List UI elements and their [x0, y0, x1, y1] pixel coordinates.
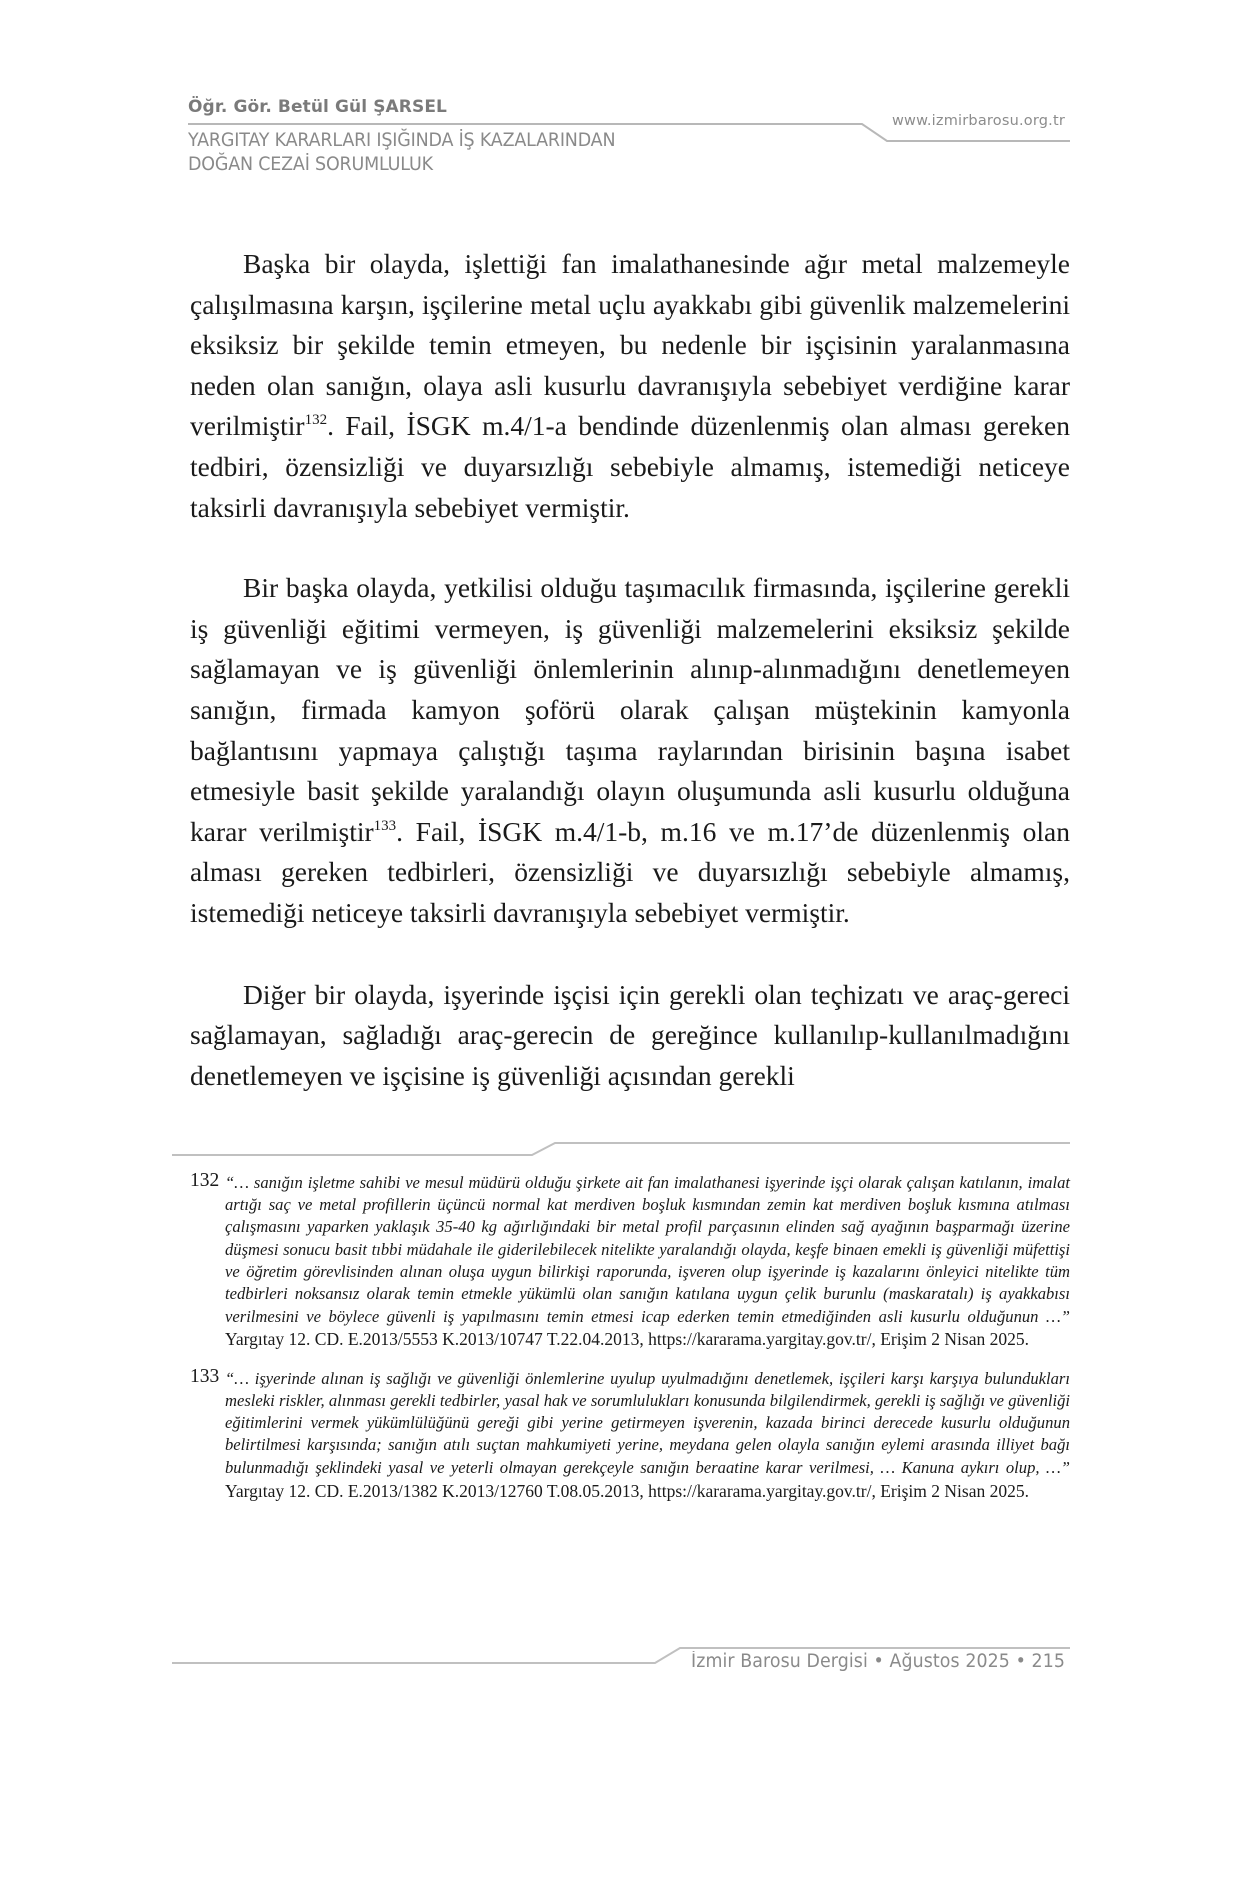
body-paragraph-1 [190, 244, 1070, 528]
header-title-line-1: YARGITAY KARARLARI IŞIĞINDA İŞ KAZALARINDAN [188, 129, 616, 151]
footnote-ref-133[interactable]: 133 [373, 817, 397, 834]
footer-issue-date: Ağustos 2025 [889, 1651, 1010, 1672]
header-author: Öğr. Gör. Betül Gül ŞARSEL [188, 97, 447, 117]
body-paragraph-2 [190, 568, 1070, 933]
footnote-quote: “… sanığın işletme sahibi ve mesul müdürü olduğu şirkete ait fan imalathanesi işyerinde işçi olarak çalışan katılanın, imalat artığı saç ve metal profillerin üçüncü normal kat merdiven boşluk kısmından zemin kat merdiven boşluk kısmına atılması çalışmasını yaparken yaklaşık 35-40 kg ağırlığındaki bir metal profil parçasının elinden sağ ayağının başparmağı üzerine düşmesi sonucu basit tıbbi müdahale ile giderilebilecek nitelikte yaralandığı olayda, keşfe binaen emekli iş güvenliği müfettişi ve öğretim görevlisinden alınan oluşa uygun bilirkişi raporunda, işveren olup işyerinde iş kazalarını önleyici nitelikte tüm tedbirleri noksansız olarak temin etmekle yükümlü olan sanığın katılana uygun çelik burunlu (maskaratalı) iş ayakkabısı verilmesini ve böylece güvenli iş yapılmasını temin etmesi icap ederken temin etmediğinden asli kusurlu olduğunun …” [225, 1173, 1070, 1327]
header-title-line-2: DOĞAN CEZAİ SORUMLULUK [188, 153, 433, 175]
header-website-link[interactable]: www.izmirbarosu.org.tr [892, 113, 1066, 129]
footnote-132 [190, 1172, 1070, 1352]
footnote-number: 132 [190, 1170, 220, 1191]
footnote-133 [190, 1365, 1070, 1503]
footnote-citation: Yargıtay 12. CD. E.2013/5553 K.2013/10747 T.22.04.2013, https://kararama.yargitay.gov.tr/, Erişim 2 Nisan 2025. [225, 1329, 1029, 1350]
footer-separator: • [873, 1651, 884, 1672]
paragraph-text: . Fail, İSGK m.4/1-b, m.16 ve m.17’de düzenlenmiş olan alması gereken tedbirleri, özensizliği ve duyarsızlığı sebebiyle almamış, istemediği neticeye taksirli davranışıyla sebebiyet vermiştir. [190, 815, 1070, 928]
page-number: 215 [1031, 1651, 1066, 1672]
header-article-title [188, 128, 615, 176]
footnotes-section [190, 1172, 1070, 1519]
article-body [190, 244, 1070, 1136]
footnote-separator [172, 1143, 1070, 1155]
footnote-ref-132[interactable]: 132 [304, 412, 328, 429]
paragraph-text: Diğer bir olayda, işyerinde işçisi için gerekli olan teçhizatı ve araç-gereci sağlamayan, sağladığı araç-gerecin de gereğince kullanılıp-kullanılmadığını denetlemeyen ve işçisine iş güvenliği açısından gerekli [190, 978, 1070, 1091]
paragraph-text: . Fail, İSGK m.4/1-a bendinde düzenlenmiş olan alması gereken tedbiri, özensizliği ve duyarsızlığı sebebiyle almamış, istemediği neticeye taksirli davranışıyla sebebiyet vermiştir. [190, 410, 1070, 523]
footer-journal-name: İzmir Barosu Dergisi [691, 1651, 868, 1672]
footnote-quote: “… işyerinde alınan iş sağlığı ve güvenliği önlemlerine uyulup uyulmadığını denetlemek, işçileri karşı karşıya bulundukları mesleki riskler, alınması gerekli tedbirler, yasal hak ve sorumlulukları konusunda bilgilendirmek, gerekli iş sağlığı ve güvenliği eğitimlerini vermek yükümlülüğünü gereği gibi yerine getirmeyen işverenin, kazada birinci derecede kusurlu olduğunun belirtilmesi karşısında; sanığın atılı suçtan mahkumiyeti yerine, meydana gelen olayla sanığın eylemi arasında illiyet bağı bulunmadığı şeklindeki yasal ve yeterli olmayan gerekçeyle sanığın beraatine karar verilmesi, … Kanuna aykırı olup, …” [225, 1368, 1070, 1478]
body-paragraph-3 [190, 975, 1070, 1097]
footnote-citation: Yargıtay 12. CD. E.2013/1382 K.2013/12760 T.08.05.2013, https://kararama.yargitay.gov.tr/, Erişim 2 Nisan 2025. [225, 1480, 1029, 1501]
paragraph-text: Bir başka olayda, yetkilisi olduğu taşımacılık firmasında, işçilerine gerekli iş güvenliği eğitimi vermeyen, iş güvenliği malzemelerini eksiksiz şekilde sağlamayan ve iş güvenliği önlemlerinin alınıp-alınmadığını denetlemeyen sanığın, firmada kamyon şoförü olarak çalışan müştekinin kamyonla bağlantısını yapmaya çalıştığı taşıma raylarından birisinin başına isabet etmesiyle basit şekilde yaralandığı olayın oluşumunda asli kusurlu olduğuna karar verilmiştir [190, 572, 1070, 847]
footnote-number: 133 [190, 1365, 220, 1387]
footer-separator: • [1015, 1651, 1026, 1672]
paragraph-text: Başka bir olayda, işlettiği fan imalathanesinde ağır metal malzemeyle çalışılmasına karşın, işçilerine metal uçlu ayakkabı gibi güvenlik malzemelerini eksiksiz bir şekilde temin etmeyen, bu nedenle bir işçisinin yaralanmasına neden olan sanığın, olaya asli kusurlu davranışıyla sebebiyet verdiğine karar verilmiştir [190, 248, 1070, 442]
page-footer [691, 1651, 1065, 1672]
